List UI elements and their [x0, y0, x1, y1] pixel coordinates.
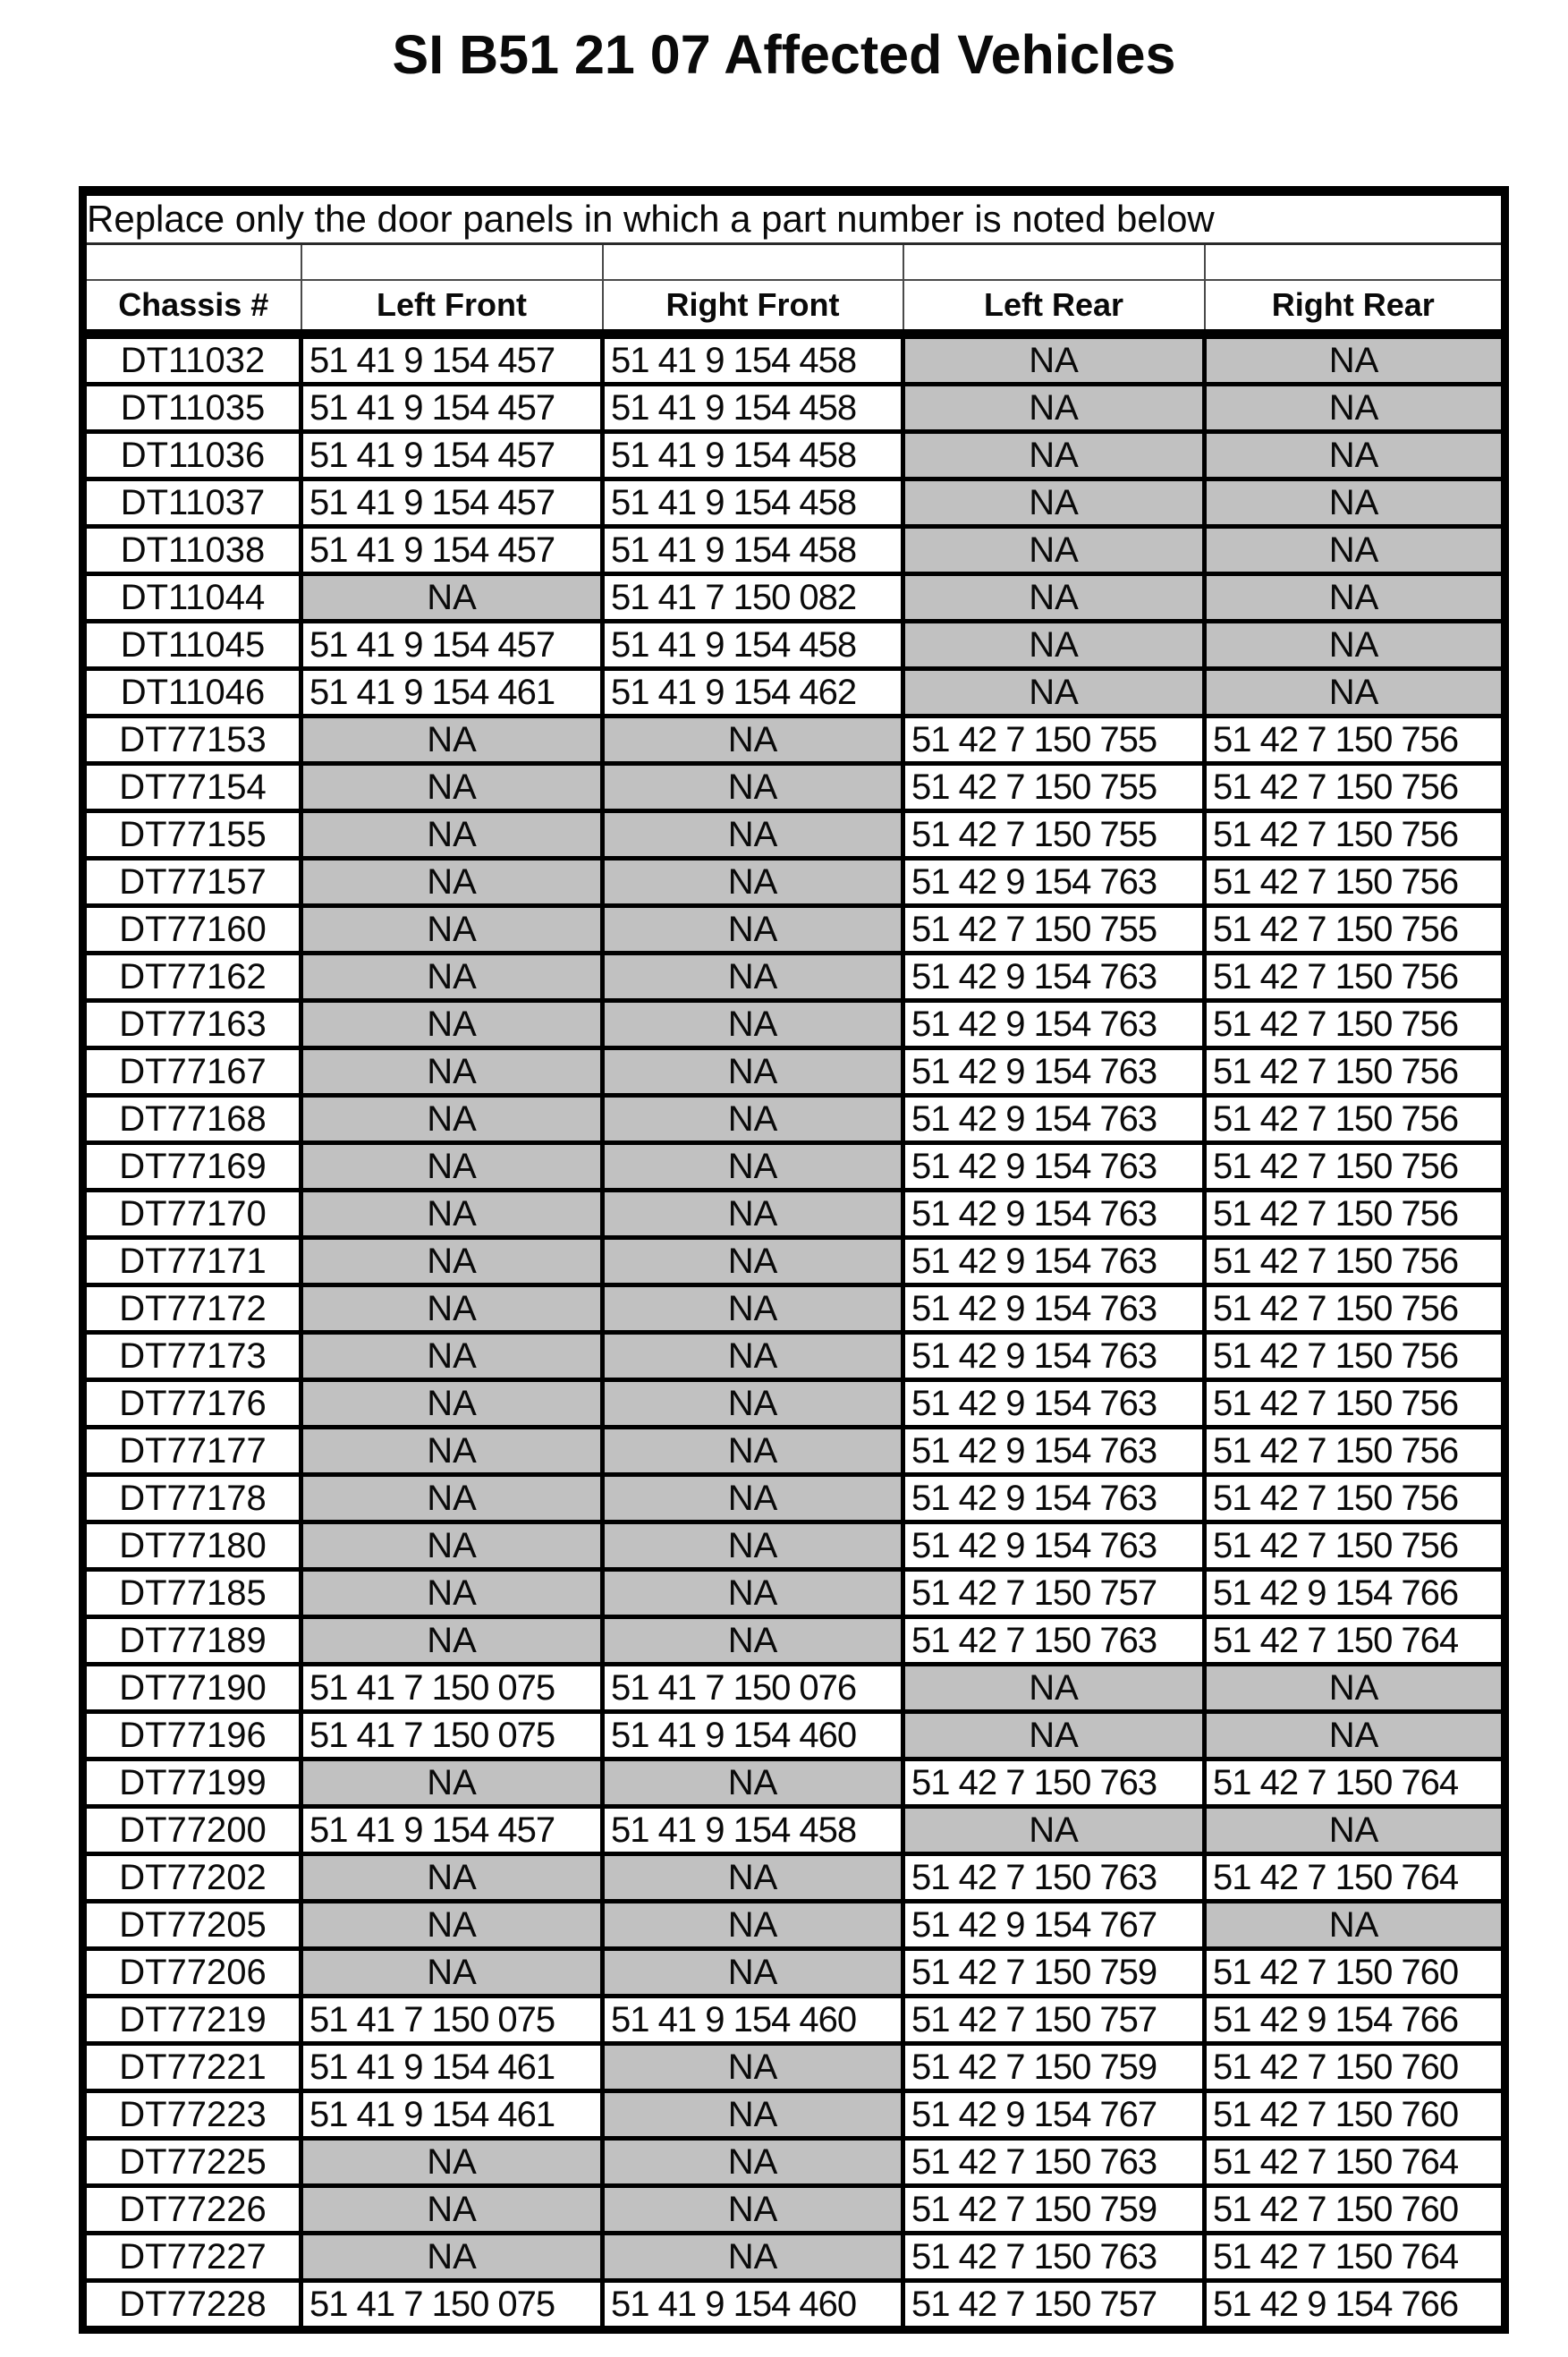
- right-rear-part-cell: NA: [1205, 335, 1505, 385]
- left-front-part-cell: NA: [301, 574, 603, 622]
- right-rear-part-cell: NA: [1205, 574, 1505, 622]
- right-rear-part-cell: 51 42 9 154 766: [1205, 1997, 1505, 2044]
- left-front-part-cell: 51 41 9 154 461: [301, 669, 603, 716]
- left-front-part-cell: 51 41 9 154 457: [301, 1807, 603, 1854]
- right-front-part-cell: 51 41 9 154 458: [603, 432, 903, 479]
- right-rear-part-cell: 51 42 7 150 756: [1205, 906, 1505, 954]
- chassis-cell: DT77205: [83, 1902, 301, 1949]
- left-rear-part-cell: 51 42 9 154 763: [903, 859, 1205, 906]
- left-front-part-cell: NA: [301, 2139, 603, 2186]
- right-front-part-cell: NA: [603, 2091, 903, 2139]
- left-rear-part-cell: NA: [903, 385, 1205, 432]
- left-rear-part-cell: 51 42 9 154 763: [903, 1428, 1205, 1475]
- column-header-left-rear: Left Rear: [903, 280, 1205, 335]
- right-rear-part-cell: 51 42 7 150 756: [1205, 954, 1505, 1001]
- left-front-part-cell: NA: [301, 1285, 603, 1333]
- right-front-part-cell: NA: [603, 1333, 903, 1380]
- right-rear-part-cell: 51 42 7 150 756: [1205, 1048, 1505, 1096]
- table-row: [83, 1997, 1505, 2044]
- left-rear-part-cell: NA: [903, 1665, 1205, 1712]
- right-rear-part-cell: 51 42 7 150 764: [1205, 2139, 1505, 2186]
- table-row: [83, 2044, 1505, 2091]
- table-row: [83, 1902, 1505, 1949]
- right-rear-part-cell: 51 42 7 150 760: [1205, 1949, 1505, 1997]
- table-row: [83, 859, 1505, 906]
- right-front-part-cell: 51 41 7 150 076: [603, 1665, 903, 1712]
- table-row: [83, 1570, 1505, 1617]
- right-rear-part-cell: 51 42 7 150 756: [1205, 1475, 1505, 1522]
- right-rear-part-cell: NA: [1205, 479, 1505, 527]
- table-row: [83, 1143, 1505, 1191]
- right-front-part-cell: NA: [603, 1143, 903, 1191]
- right-rear-part-cell: NA: [1205, 669, 1505, 716]
- chassis-cell: DT77202: [83, 1854, 301, 1902]
- right-front-part-cell: NA: [603, 1238, 903, 1285]
- chassis-cell: DT77226: [83, 2186, 301, 2234]
- chassis-cell: DT77160: [83, 906, 301, 954]
- left-rear-part-cell: NA: [903, 669, 1205, 716]
- right-front-part-cell: 51 41 9 154 462: [603, 669, 903, 716]
- chassis-cell: DT77168: [83, 1096, 301, 1143]
- right-rear-part-cell: NA: [1205, 432, 1505, 479]
- table-row: [83, 1522, 1505, 1570]
- chassis-cell: DT11037: [83, 479, 301, 527]
- table-row: [83, 2281, 1505, 2330]
- column-header-left-front: Left Front: [301, 280, 603, 335]
- left-rear-part-cell: NA: [903, 574, 1205, 622]
- page-title: SI B51 21 07 Affected Vehicles: [392, 24, 1176, 85]
- right-front-part-cell: NA: [603, 1522, 903, 1570]
- chassis-cell: DT77228: [83, 2281, 301, 2330]
- chassis-cell: DT77225: [83, 2139, 301, 2186]
- left-rear-part-cell: 51 42 9 154 763: [903, 1191, 1205, 1238]
- left-rear-part-cell: 51 42 9 154 763: [903, 1096, 1205, 1143]
- left-rear-part-cell: 51 42 9 154 763: [903, 1143, 1205, 1191]
- table-row: [83, 1001, 1505, 1048]
- right-rear-part-cell: 51 42 9 154 766: [1205, 2281, 1505, 2330]
- right-rear-part-cell: 51 42 7 150 764: [1205, 1759, 1505, 1807]
- left-rear-part-cell: 51 42 9 154 763: [903, 1001, 1205, 1048]
- right-rear-part-cell: NA: [1205, 622, 1505, 669]
- chassis-cell: DT77185: [83, 1570, 301, 1617]
- right-front-part-cell: NA: [603, 1759, 903, 1807]
- right-rear-part-cell: NA: [1205, 527, 1505, 574]
- affected-vehicles-table: [79, 186, 1509, 2334]
- right-front-part-cell: NA: [603, 1428, 903, 1475]
- table-row: [83, 432, 1505, 479]
- left-rear-part-cell: 51 42 9 154 763: [903, 1048, 1205, 1096]
- table-row: [83, 1475, 1505, 1522]
- chassis-cell: DT77199: [83, 1759, 301, 1807]
- table-row: [83, 622, 1505, 669]
- table-row: [83, 2139, 1505, 2186]
- chassis-cell: DT11038: [83, 527, 301, 574]
- table-row: [83, 811, 1505, 859]
- chassis-cell: DT77178: [83, 1475, 301, 1522]
- left-front-part-cell: NA: [301, 954, 603, 1001]
- left-front-part-cell: NA: [301, 1570, 603, 1617]
- chassis-cell: DT77167: [83, 1048, 301, 1096]
- right-front-part-cell: NA: [603, 1285, 903, 1333]
- right-rear-part-cell: 51 42 7 150 756: [1205, 716, 1505, 764]
- right-front-part-cell: 51 41 9 154 458: [603, 622, 903, 669]
- right-rear-part-cell: 51 42 7 150 760: [1205, 2044, 1505, 2091]
- left-rear-part-cell: 51 42 9 154 763: [903, 1333, 1205, 1380]
- spacer-cell: [301, 244, 603, 281]
- left-front-part-cell: NA: [301, 1902, 603, 1949]
- left-rear-part-cell: NA: [903, 335, 1205, 385]
- left-front-part-cell: NA: [301, 1143, 603, 1191]
- right-rear-part-cell: 51 42 7 150 756: [1205, 1238, 1505, 1285]
- chassis-cell: DT77189: [83, 1617, 301, 1665]
- left-rear-part-cell: 51 42 9 154 763: [903, 1380, 1205, 1428]
- table-row: [83, 1285, 1505, 1333]
- table-note: Replace only the door panels in which a part number is noted below: [83, 191, 1505, 244]
- left-front-part-cell: 51 41 9 154 457: [301, 432, 603, 479]
- chassis-cell: DT77221: [83, 2044, 301, 2091]
- left-rear-part-cell: 51 42 7 150 763: [903, 2139, 1205, 2186]
- chassis-cell: DT77180: [83, 1522, 301, 1570]
- left-front-part-cell: NA: [301, 2186, 603, 2234]
- right-front-part-cell: NA: [603, 1570, 903, 1617]
- right-rear-part-cell: 51 42 7 150 756: [1205, 1285, 1505, 1333]
- left-front-part-cell: 51 41 9 154 461: [301, 2091, 603, 2139]
- chassis-cell: DT77190: [83, 1665, 301, 1712]
- right-front-part-cell: NA: [603, 2186, 903, 2234]
- chassis-cell: DT11044: [83, 574, 301, 622]
- right-rear-part-cell: 51 42 9 154 766: [1205, 1570, 1505, 1617]
- left-rear-part-cell: 51 42 7 150 763: [903, 1854, 1205, 1902]
- right-rear-part-cell: 51 42 7 150 756: [1205, 1001, 1505, 1048]
- right-front-part-cell: NA: [603, 1096, 903, 1143]
- left-rear-part-cell: 51 42 7 150 755: [903, 716, 1205, 764]
- right-front-part-cell: NA: [603, 764, 903, 811]
- left-front-part-cell: NA: [301, 1333, 603, 1380]
- table-row: [83, 716, 1505, 764]
- left-front-part-cell: NA: [301, 1617, 603, 1665]
- left-rear-part-cell: 51 42 7 150 759: [903, 1949, 1205, 1997]
- left-front-part-cell: 51 41 9 154 461: [301, 2044, 603, 2091]
- chassis-cell: DT11032: [83, 335, 301, 385]
- left-front-part-cell: 51 41 7 150 075: [301, 1997, 603, 2044]
- right-rear-part-cell: 51 42 7 150 764: [1205, 1854, 1505, 1902]
- left-rear-part-cell: 51 42 7 150 757: [903, 2281, 1205, 2330]
- table-row: [83, 954, 1505, 1001]
- right-rear-part-cell: 51 42 7 150 756: [1205, 764, 1505, 811]
- chassis-cell: DT77163: [83, 1001, 301, 1048]
- right-front-part-cell: NA: [603, 2139, 903, 2186]
- left-rear-part-cell: NA: [903, 1712, 1205, 1759]
- right-front-part-cell: NA: [603, 859, 903, 906]
- left-rear-part-cell: 51 42 9 154 763: [903, 1522, 1205, 1570]
- chassis-cell: DT77153: [83, 716, 301, 764]
- column-header-chassis: Chassis #: [83, 280, 301, 335]
- right-front-part-cell: NA: [603, 716, 903, 764]
- left-front-part-cell: 51 41 9 154 457: [301, 527, 603, 574]
- chassis-cell: DT77173: [83, 1333, 301, 1380]
- spacer-cell: [1205, 244, 1505, 281]
- table-row: [83, 1949, 1505, 1997]
- table-spacer-row: [83, 244, 1505, 281]
- right-front-part-cell: 51 41 9 154 458: [603, 385, 903, 432]
- table-row: [83, 1428, 1505, 1475]
- left-front-part-cell: NA: [301, 2234, 603, 2281]
- table-row: [83, 574, 1505, 622]
- right-front-part-cell: NA: [603, 1048, 903, 1096]
- left-front-part-cell: NA: [301, 1428, 603, 1475]
- table-row: [83, 335, 1505, 385]
- chassis-cell: DT77170: [83, 1191, 301, 1238]
- table-note-row: [83, 191, 1505, 244]
- spacer-cell: [603, 244, 903, 281]
- right-front-part-cell: 51 41 9 154 460: [603, 1712, 903, 1759]
- chassis-cell: DT77196: [83, 1712, 301, 1759]
- right-front-part-cell: 51 41 9 154 458: [603, 1807, 903, 1854]
- column-header-right-front: Right Front: [603, 280, 903, 335]
- left-front-part-cell: 51 41 9 154 457: [301, 385, 603, 432]
- right-front-part-cell: NA: [603, 1001, 903, 1048]
- table-row: [83, 1380, 1505, 1428]
- right-rear-part-cell: NA: [1205, 1807, 1505, 1854]
- right-front-part-cell: NA: [603, 906, 903, 954]
- left-rear-part-cell: 51 42 7 150 763: [903, 1759, 1205, 1807]
- chassis-cell: DT77219: [83, 1997, 301, 2044]
- left-front-part-cell: NA: [301, 906, 603, 954]
- right-rear-part-cell: NA: [1205, 1902, 1505, 1949]
- chassis-cell: DT77154: [83, 764, 301, 811]
- right-front-part-cell: 51 41 9 154 458: [603, 527, 903, 574]
- table-row: [83, 1333, 1505, 1380]
- left-rear-part-cell: 51 42 9 154 767: [903, 1902, 1205, 1949]
- table-row: [83, 1191, 1505, 1238]
- right-rear-part-cell: NA: [1205, 1665, 1505, 1712]
- right-rear-part-cell: 51 42 7 150 756: [1205, 1191, 1505, 1238]
- right-front-part-cell: NA: [603, 1949, 903, 1997]
- right-rear-part-cell: NA: [1205, 1712, 1505, 1759]
- left-front-part-cell: NA: [301, 859, 603, 906]
- right-rear-part-cell: 51 42 7 150 764: [1205, 1617, 1505, 1665]
- chassis-cell: DT77172: [83, 1285, 301, 1333]
- right-front-part-cell: 51 41 9 154 458: [603, 479, 903, 527]
- right-front-part-cell: 51 41 9 154 458: [603, 335, 903, 385]
- chassis-cell: DT11036: [83, 432, 301, 479]
- left-rear-part-cell: 51 42 7 150 757: [903, 1997, 1205, 2044]
- left-rear-part-cell: 51 42 7 150 763: [903, 1617, 1205, 1665]
- left-rear-part-cell: NA: [903, 527, 1205, 574]
- left-front-part-cell: 51 41 9 154 457: [301, 335, 603, 385]
- left-front-part-cell: NA: [301, 1949, 603, 1997]
- right-rear-part-cell: 51 42 7 150 764: [1205, 2234, 1505, 2281]
- table-header-row: [83, 280, 1505, 335]
- left-front-part-cell: NA: [301, 764, 603, 811]
- chassis-cell: DT11046: [83, 669, 301, 716]
- right-front-part-cell: NA: [603, 811, 903, 859]
- right-front-part-cell: NA: [603, 2234, 903, 2281]
- left-rear-part-cell: 51 42 7 150 755: [903, 764, 1205, 811]
- table-row: [83, 2091, 1505, 2139]
- table-row: [83, 1759, 1505, 1807]
- chassis-cell: DT77206: [83, 1949, 301, 1997]
- chassis-cell: DT77223: [83, 2091, 301, 2139]
- spacer-cell: [83, 244, 301, 281]
- table-row: [83, 479, 1505, 527]
- left-rear-part-cell: 51 42 9 154 763: [903, 1238, 1205, 1285]
- left-front-part-cell: 51 41 7 150 075: [301, 2281, 603, 2330]
- left-rear-part-cell: NA: [903, 1807, 1205, 1854]
- right-rear-part-cell: 51 42 7 150 760: [1205, 2186, 1505, 2234]
- left-rear-part-cell: NA: [903, 479, 1205, 527]
- left-rear-part-cell: NA: [903, 432, 1205, 479]
- column-header-right-rear: Right Rear: [1205, 280, 1505, 335]
- left-front-part-cell: 51 41 7 150 075: [301, 1712, 603, 1759]
- left-rear-part-cell: 51 42 7 150 755: [903, 906, 1205, 954]
- table-row: [83, 1665, 1505, 1712]
- table-row: [83, 527, 1505, 574]
- chassis-cell: DT77155: [83, 811, 301, 859]
- right-front-part-cell: NA: [603, 1617, 903, 1665]
- right-rear-part-cell: 51 42 7 150 756: [1205, 1333, 1505, 1380]
- left-rear-part-cell: 51 42 9 154 763: [903, 954, 1205, 1001]
- right-front-part-cell: NA: [603, 2044, 903, 2091]
- left-rear-part-cell: 51 42 7 150 755: [903, 811, 1205, 859]
- chassis-cell: DT77162: [83, 954, 301, 1001]
- table-row: [83, 1712, 1505, 1759]
- spacer-cell: [903, 244, 1205, 281]
- left-rear-part-cell: 51 42 9 154 763: [903, 1475, 1205, 1522]
- left-rear-part-cell: 51 42 7 150 763: [903, 2234, 1205, 2281]
- left-front-part-cell: NA: [301, 1522, 603, 1570]
- right-front-part-cell: 51 41 9 154 460: [603, 1997, 903, 2044]
- left-front-part-cell: 51 41 7 150 075: [301, 1665, 603, 1712]
- left-front-part-cell: NA: [301, 1380, 603, 1428]
- right-front-part-cell: 51 41 9 154 460: [603, 2281, 903, 2330]
- left-rear-part-cell: 51 42 7 150 757: [903, 1570, 1205, 1617]
- right-front-part-cell: NA: [603, 1475, 903, 1522]
- left-front-part-cell: NA: [301, 811, 603, 859]
- left-rear-part-cell: NA: [903, 622, 1205, 669]
- chassis-cell: DT77177: [83, 1428, 301, 1475]
- right-front-part-cell: NA: [603, 1191, 903, 1238]
- right-rear-part-cell: 51 42 7 150 756: [1205, 1522, 1505, 1570]
- right-front-part-cell: NA: [603, 954, 903, 1001]
- right-rear-part-cell: 51 42 7 150 756: [1205, 859, 1505, 906]
- chassis-cell: DT11045: [83, 622, 301, 669]
- left-front-part-cell: NA: [301, 1238, 603, 1285]
- table-row: [83, 2234, 1505, 2281]
- chassis-cell: DT77171: [83, 1238, 301, 1285]
- right-rear-part-cell: 51 42 7 150 756: [1205, 1143, 1505, 1191]
- right-front-part-cell: 51 41 7 150 082: [603, 574, 903, 622]
- table-row: [83, 1617, 1505, 1665]
- chassis-cell: DT11035: [83, 385, 301, 432]
- table-row: [83, 906, 1505, 954]
- right-rear-part-cell: 51 42 7 150 760: [1205, 2091, 1505, 2139]
- table-row: [83, 2186, 1505, 2234]
- left-rear-part-cell: 51 42 9 154 763: [903, 1285, 1205, 1333]
- vehicle-rows: [83, 335, 1505, 2330]
- right-front-part-cell: NA: [603, 1854, 903, 1902]
- table-row: [83, 1238, 1505, 1285]
- chassis-cell: DT77227: [83, 2234, 301, 2281]
- left-rear-part-cell: 51 42 7 150 759: [903, 2044, 1205, 2091]
- left-front-part-cell: 51 41 9 154 457: [301, 479, 603, 527]
- table-row: [83, 764, 1505, 811]
- chassis-cell: DT77200: [83, 1807, 301, 1854]
- right-rear-part-cell: NA: [1205, 385, 1505, 432]
- left-rear-part-cell: 51 42 9 154 767: [903, 2091, 1205, 2139]
- left-front-part-cell: NA: [301, 1191, 603, 1238]
- table-row: [83, 1807, 1505, 1854]
- left-front-part-cell: NA: [301, 1096, 603, 1143]
- table-row: [83, 1854, 1505, 1902]
- table-row: [83, 1048, 1505, 1096]
- left-front-part-cell: NA: [301, 716, 603, 764]
- right-rear-part-cell: 51 42 7 150 756: [1205, 1428, 1505, 1475]
- chassis-cell: DT77176: [83, 1380, 301, 1428]
- left-front-part-cell: NA: [301, 1001, 603, 1048]
- left-rear-part-cell: 51 42 7 150 759: [903, 2186, 1205, 2234]
- right-rear-part-cell: 51 42 7 150 756: [1205, 1380, 1505, 1428]
- chassis-cell: DT77157: [83, 859, 301, 906]
- left-front-part-cell: NA: [301, 1759, 603, 1807]
- left-front-part-cell: 51 41 9 154 457: [301, 622, 603, 669]
- right-front-part-cell: NA: [603, 1902, 903, 1949]
- chassis-cell: DT77169: [83, 1143, 301, 1191]
- left-front-part-cell: NA: [301, 1475, 603, 1522]
- left-front-part-cell: NA: [301, 1048, 603, 1096]
- table-row: [83, 669, 1505, 716]
- right-front-part-cell: NA: [603, 1380, 903, 1428]
- table-row: [83, 385, 1505, 432]
- right-rear-part-cell: 51 42 7 150 756: [1205, 1096, 1505, 1143]
- left-front-part-cell: NA: [301, 1854, 603, 1902]
- table-row: [83, 1096, 1505, 1143]
- right-rear-part-cell: 51 42 7 150 756: [1205, 811, 1505, 859]
